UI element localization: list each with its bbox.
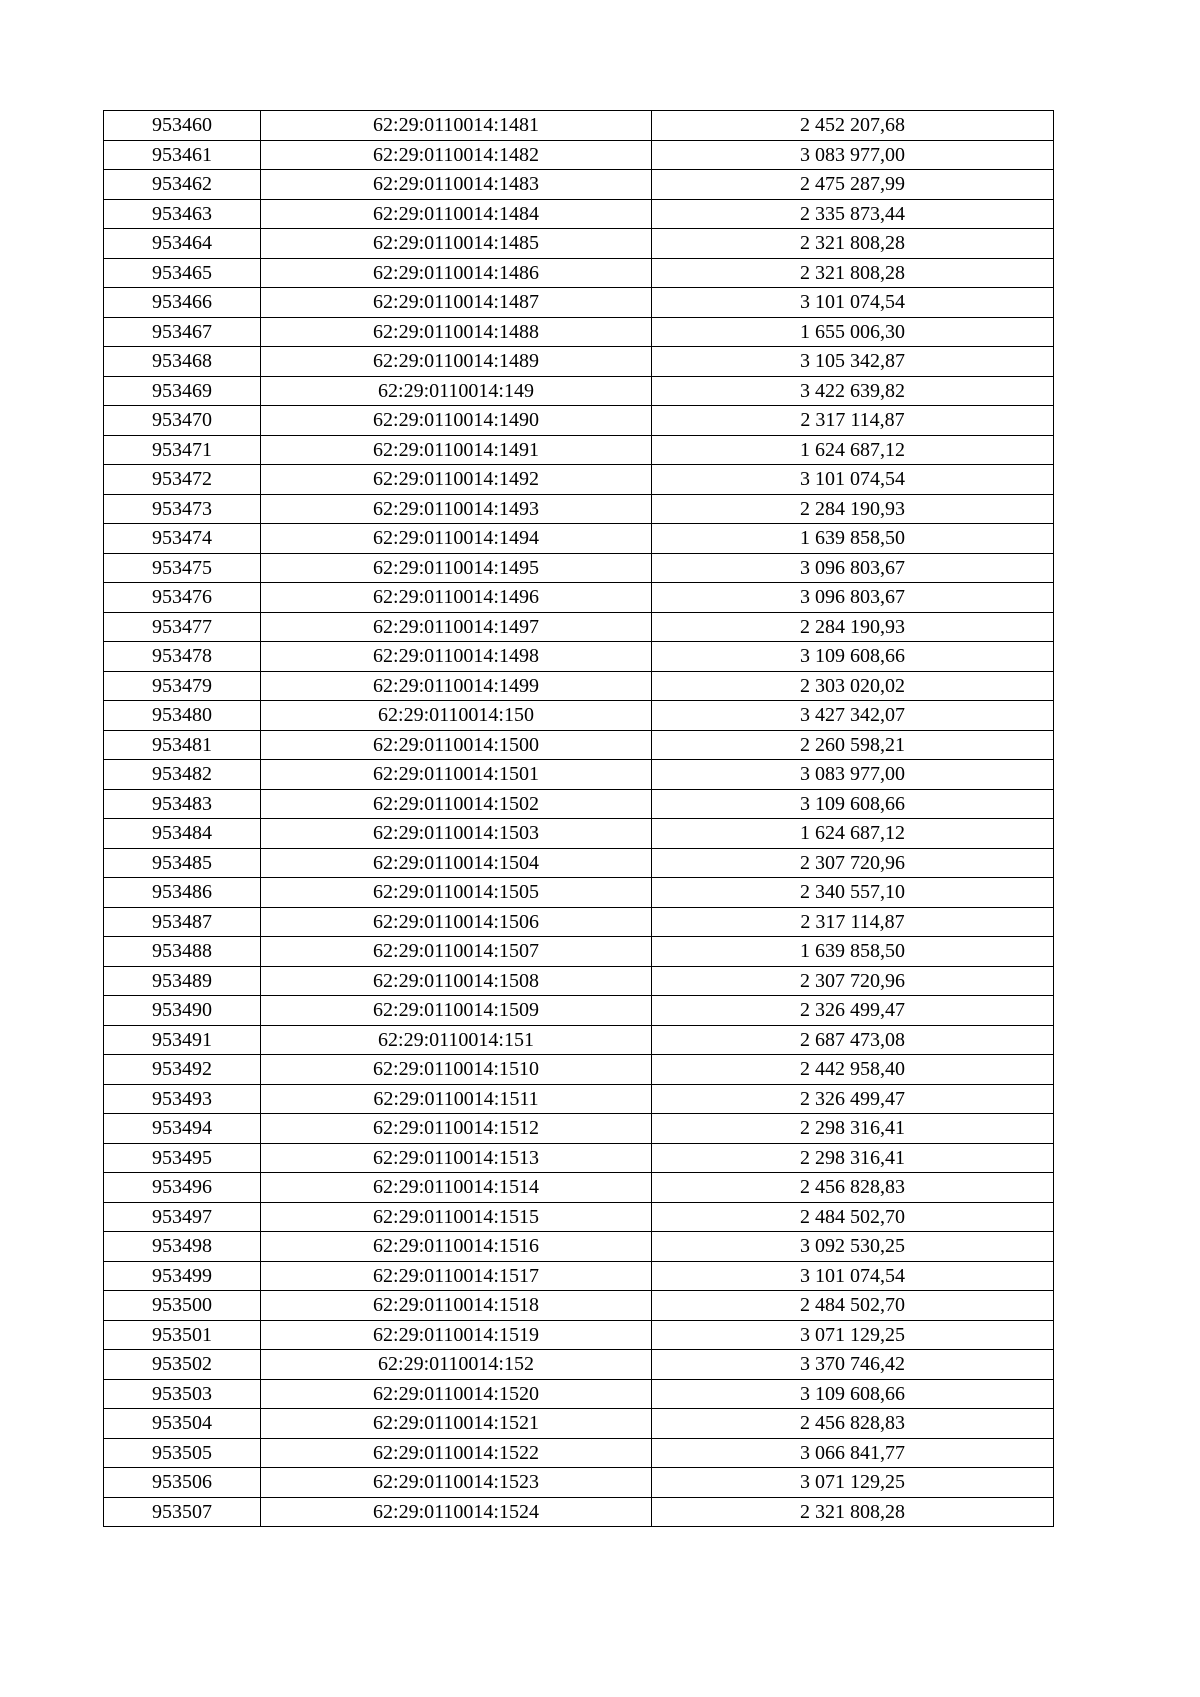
table-row — [104, 848, 1054, 878]
cadastral-value-cell: 1 655 006,30 — [652, 317, 1054, 347]
row-number-cell: 953471 — [104, 435, 261, 465]
cadastral-value-cell: 3 109 608,66 — [652, 642, 1054, 672]
cadastral-value-cell: 2 298 316,41 — [652, 1114, 1054, 1144]
row-number-cell: 953490 — [104, 996, 261, 1026]
table-row — [104, 288, 1054, 318]
row-number-cell: 953494 — [104, 1114, 261, 1144]
table-row — [104, 258, 1054, 288]
table-row — [104, 347, 1054, 377]
cadastral-number-cell: 62:29:0110014:1486 — [261, 258, 652, 288]
cadastral-number-cell: 62:29:0110014:1501 — [261, 760, 652, 790]
cadastral-number-cell: 62:29:0110014:152 — [261, 1350, 652, 1380]
cadastral-number-cell: 62:29:0110014:1488 — [261, 317, 652, 347]
cadastral-number-cell: 62:29:0110014:150 — [261, 701, 652, 731]
table-row — [104, 1320, 1054, 1350]
cadastral-number-cell: 62:29:0110014:1520 — [261, 1379, 652, 1409]
cadastral-value-cell: 2 326 499,47 — [652, 1084, 1054, 1114]
table-row — [104, 1025, 1054, 1055]
cadastral-value-cell: 2 298 316,41 — [652, 1143, 1054, 1173]
row-number-cell: 953465 — [104, 258, 261, 288]
cadastral-number-cell: 62:29:0110014:1508 — [261, 966, 652, 996]
cadastral-value-cell: 2 321 808,28 — [652, 258, 1054, 288]
cadastral-number-cell: 62:29:0110014:1494 — [261, 524, 652, 554]
row-number-cell: 953488 — [104, 937, 261, 967]
table-row — [104, 1202, 1054, 1232]
cadastral-value-cell: 3 083 977,00 — [652, 760, 1054, 790]
cadastral-value-cell: 3 427 342,07 — [652, 701, 1054, 731]
cadastral-number-cell: 62:29:0110014:1496 — [261, 583, 652, 613]
cadastral-number-cell: 62:29:0110014:1514 — [261, 1173, 652, 1203]
table-row — [104, 789, 1054, 819]
cadastral-number-cell: 62:29:0110014:1507 — [261, 937, 652, 967]
cadastral-number-cell: 62:29:0110014:149 — [261, 376, 652, 406]
row-number-cell: 953476 — [104, 583, 261, 613]
row-number-cell: 953503 — [104, 1379, 261, 1409]
cadastral-number-cell: 62:29:0110014:1510 — [261, 1055, 652, 1085]
cadastral-value-cell: 2 260 598,21 — [652, 730, 1054, 760]
cadastral-value-cell: 3 101 074,54 — [652, 288, 1054, 318]
cadastral-value-cell: 2 317 114,87 — [652, 406, 1054, 436]
row-number-cell: 953498 — [104, 1232, 261, 1262]
cadastral-number-cell: 62:29:0110014:1518 — [261, 1291, 652, 1321]
cadastral-value-cell: 2 307 720,96 — [652, 848, 1054, 878]
cadastral-value-cell: 2 687 473,08 — [652, 1025, 1054, 1055]
cadastral-number-cell: 62:29:0110014:1495 — [261, 553, 652, 583]
row-number-cell: 953475 — [104, 553, 261, 583]
row-number-cell: 953472 — [104, 465, 261, 495]
row-number-cell: 953505 — [104, 1438, 261, 1468]
cadastral-number-cell: 62:29:0110014:1493 — [261, 494, 652, 524]
cadastral-number-cell: 62:29:0110014:1517 — [261, 1261, 652, 1291]
table-row — [104, 1350, 1054, 1380]
table-row — [104, 406, 1054, 436]
table-row — [104, 1468, 1054, 1498]
row-number-cell: 953464 — [104, 229, 261, 259]
cadastral-value-cell: 1 639 858,50 — [652, 524, 1054, 554]
table-row — [104, 1114, 1054, 1144]
cadastral-value-cell: 2 307 720,96 — [652, 966, 1054, 996]
cadastral-value-cell: 1 624 687,12 — [652, 435, 1054, 465]
row-number-cell: 953497 — [104, 1202, 261, 1232]
cadastral-value-table — [103, 110, 1054, 1527]
cadastral-value-cell: 2 456 828,83 — [652, 1173, 1054, 1203]
cadastral-value-cell: 2 321 808,28 — [652, 1497, 1054, 1527]
row-number-cell: 953480 — [104, 701, 261, 731]
table-row — [104, 966, 1054, 996]
table-body — [104, 111, 1054, 1527]
cadastral-value-cell: 3 370 746,42 — [652, 1350, 1054, 1380]
cadastral-value-cell: 3 096 803,67 — [652, 553, 1054, 583]
table-row — [104, 583, 1054, 613]
cadastral-number-cell: 62:29:0110014:1482 — [261, 140, 652, 170]
cadastral-value-cell: 2 303 020,02 — [652, 671, 1054, 701]
cadastral-number-cell: 62:29:0110014:1503 — [261, 819, 652, 849]
row-number-cell: 953462 — [104, 170, 261, 200]
table-row — [104, 937, 1054, 967]
row-number-cell: 953461 — [104, 140, 261, 170]
table-row — [104, 1261, 1054, 1291]
row-number-cell: 953473 — [104, 494, 261, 524]
cadastral-number-cell: 62:29:0110014:1497 — [261, 612, 652, 642]
cadastral-value-cell: 3 071 129,25 — [652, 1468, 1054, 1498]
cadastral-number-cell: 62:29:0110014:1483 — [261, 170, 652, 200]
cadastral-value-cell: 3 066 841,77 — [652, 1438, 1054, 1468]
cadastral-number-cell: 62:29:0110014:1505 — [261, 878, 652, 908]
table-row — [104, 907, 1054, 937]
cadastral-value-cell: 2 484 502,70 — [652, 1202, 1054, 1232]
cadastral-number-cell: 62:29:0110014:1491 — [261, 435, 652, 465]
row-number-cell: 953468 — [104, 347, 261, 377]
cadastral-value-cell: 2 452 207,68 — [652, 111, 1054, 141]
table-row — [104, 878, 1054, 908]
cadastral-number-cell: 62:29:0110014:151 — [261, 1025, 652, 1055]
table-row — [104, 819, 1054, 849]
cadastral-value-cell: 3 105 342,87 — [652, 347, 1054, 377]
cadastral-value-cell: 2 284 190,93 — [652, 494, 1054, 524]
cadastral-number-cell: 62:29:0110014:1484 — [261, 199, 652, 229]
cadastral-value-cell: 3 101 074,54 — [652, 1261, 1054, 1291]
row-number-cell: 953504 — [104, 1409, 261, 1439]
cadastral-value-cell: 3 109 608,66 — [652, 789, 1054, 819]
row-number-cell: 953506 — [104, 1468, 261, 1498]
row-number-cell: 953496 — [104, 1173, 261, 1203]
table-row — [104, 1291, 1054, 1321]
table-row — [104, 229, 1054, 259]
table-row — [104, 317, 1054, 347]
row-number-cell: 953466 — [104, 288, 261, 318]
table-row — [104, 1438, 1054, 1468]
cadastral-value-cell: 3 092 530,25 — [652, 1232, 1054, 1262]
cadastral-value-cell: 2 484 502,70 — [652, 1291, 1054, 1321]
table-row — [104, 1379, 1054, 1409]
cadastral-value-cell: 2 475 287,99 — [652, 170, 1054, 200]
row-number-cell: 953495 — [104, 1143, 261, 1173]
table-row — [104, 1055, 1054, 1085]
table-row — [104, 760, 1054, 790]
cadastral-number-cell: 62:29:0110014:1524 — [261, 1497, 652, 1527]
cadastral-number-cell: 62:29:0110014:1509 — [261, 996, 652, 1026]
row-number-cell: 953502 — [104, 1350, 261, 1380]
row-number-cell: 953483 — [104, 789, 261, 819]
table-row — [104, 671, 1054, 701]
table-row — [104, 1497, 1054, 1527]
cadastral-value-cell: 2 456 828,83 — [652, 1409, 1054, 1439]
cadastral-number-cell: 62:29:0110014:1521 — [261, 1409, 652, 1439]
cadastral-number-cell: 62:29:0110014:1506 — [261, 907, 652, 937]
table-row — [104, 376, 1054, 406]
cadastral-number-cell: 62:29:0110014:1519 — [261, 1320, 652, 1350]
cadastral-value-cell: 2 335 873,44 — [652, 199, 1054, 229]
cadastral-number-cell: 62:29:0110014:1499 — [261, 671, 652, 701]
row-number-cell: 953479 — [104, 671, 261, 701]
cadastral-value-cell: 2 317 114,87 — [652, 907, 1054, 937]
cadastral-value-cell: 1 639 858,50 — [652, 937, 1054, 967]
table-row — [104, 1173, 1054, 1203]
row-number-cell: 953463 — [104, 199, 261, 229]
cadastral-value-cell: 3 109 608,66 — [652, 1379, 1054, 1409]
cadastral-number-cell: 62:29:0110014:1513 — [261, 1143, 652, 1173]
cadastral-value-cell: 2 284 190,93 — [652, 612, 1054, 642]
table-row — [104, 553, 1054, 583]
row-number-cell: 953481 — [104, 730, 261, 760]
cadastral-number-cell: 62:29:0110014:1512 — [261, 1114, 652, 1144]
cadastral-number-cell: 62:29:0110014:1481 — [261, 111, 652, 141]
cadastral-value-cell: 2 326 499,47 — [652, 996, 1054, 1026]
cadastral-number-cell: 62:29:0110014:1511 — [261, 1084, 652, 1114]
row-number-cell: 953474 — [104, 524, 261, 554]
cadastral-value-cell: 3 101 074,54 — [652, 465, 1054, 495]
cadastral-number-cell: 62:29:0110014:1490 — [261, 406, 652, 436]
table-row — [104, 140, 1054, 170]
cadastral-value-cell: 3 096 803,67 — [652, 583, 1054, 613]
cadastral-value-cell: 2 321 808,28 — [652, 229, 1054, 259]
table-row — [104, 524, 1054, 554]
cadastral-number-cell: 62:29:0110014:1522 — [261, 1438, 652, 1468]
cadastral-number-cell: 62:29:0110014:1516 — [261, 1232, 652, 1262]
row-number-cell: 953507 — [104, 1497, 261, 1527]
row-number-cell: 953484 — [104, 819, 261, 849]
cadastral-number-cell: 62:29:0110014:1504 — [261, 848, 652, 878]
row-number-cell: 953499 — [104, 1261, 261, 1291]
row-number-cell: 953478 — [104, 642, 261, 672]
table-row — [104, 494, 1054, 524]
cadastral-value-cell: 2 442 958,40 — [652, 1055, 1054, 1085]
row-number-cell: 953493 — [104, 1084, 261, 1114]
table-row — [104, 1232, 1054, 1262]
table-row — [104, 465, 1054, 495]
row-number-cell: 953470 — [104, 406, 261, 436]
row-number-cell: 953485 — [104, 848, 261, 878]
table-row — [104, 199, 1054, 229]
row-number-cell: 953486 — [104, 878, 261, 908]
table-row — [104, 435, 1054, 465]
cadastral-number-cell: 62:29:0110014:1498 — [261, 642, 652, 672]
table-row — [104, 1409, 1054, 1439]
cadastral-value-cell: 3 071 129,25 — [652, 1320, 1054, 1350]
row-number-cell: 953500 — [104, 1291, 261, 1321]
cadastral-number-cell: 62:29:0110014:1485 — [261, 229, 652, 259]
cadastral-value-cell: 3 422 639,82 — [652, 376, 1054, 406]
table-row — [104, 642, 1054, 672]
table-row — [104, 701, 1054, 731]
cadastral-number-cell: 62:29:0110014:1487 — [261, 288, 652, 318]
cadastral-value-cell: 2 340 557,10 — [652, 878, 1054, 908]
table-row — [104, 612, 1054, 642]
cadastral-number-cell: 62:29:0110014:1523 — [261, 1468, 652, 1498]
row-number-cell: 953491 — [104, 1025, 261, 1055]
row-number-cell: 953492 — [104, 1055, 261, 1085]
row-number-cell: 953501 — [104, 1320, 261, 1350]
cadastral-number-cell: 62:29:0110014:1500 — [261, 730, 652, 760]
row-number-cell: 953467 — [104, 317, 261, 347]
row-number-cell: 953477 — [104, 612, 261, 642]
cadastral-number-cell: 62:29:0110014:1489 — [261, 347, 652, 377]
row-number-cell: 953487 — [104, 907, 261, 937]
cadastral-value-cell: 3 083 977,00 — [652, 140, 1054, 170]
cadastral-number-cell: 62:29:0110014:1492 — [261, 465, 652, 495]
row-number-cell: 953489 — [104, 966, 261, 996]
table-row — [104, 730, 1054, 760]
table-row — [104, 996, 1054, 1026]
cadastral-value-cell: 1 624 687,12 — [652, 819, 1054, 849]
row-number-cell: 953469 — [104, 376, 261, 406]
table-row — [104, 170, 1054, 200]
row-number-cell: 953482 — [104, 760, 261, 790]
table-row — [104, 1084, 1054, 1114]
row-number-cell: 953460 — [104, 111, 261, 141]
table-row — [104, 1143, 1054, 1173]
table-row — [104, 111, 1054, 141]
cadastral-number-cell: 62:29:0110014:1515 — [261, 1202, 652, 1232]
cadastral-number-cell: 62:29:0110014:1502 — [261, 789, 652, 819]
